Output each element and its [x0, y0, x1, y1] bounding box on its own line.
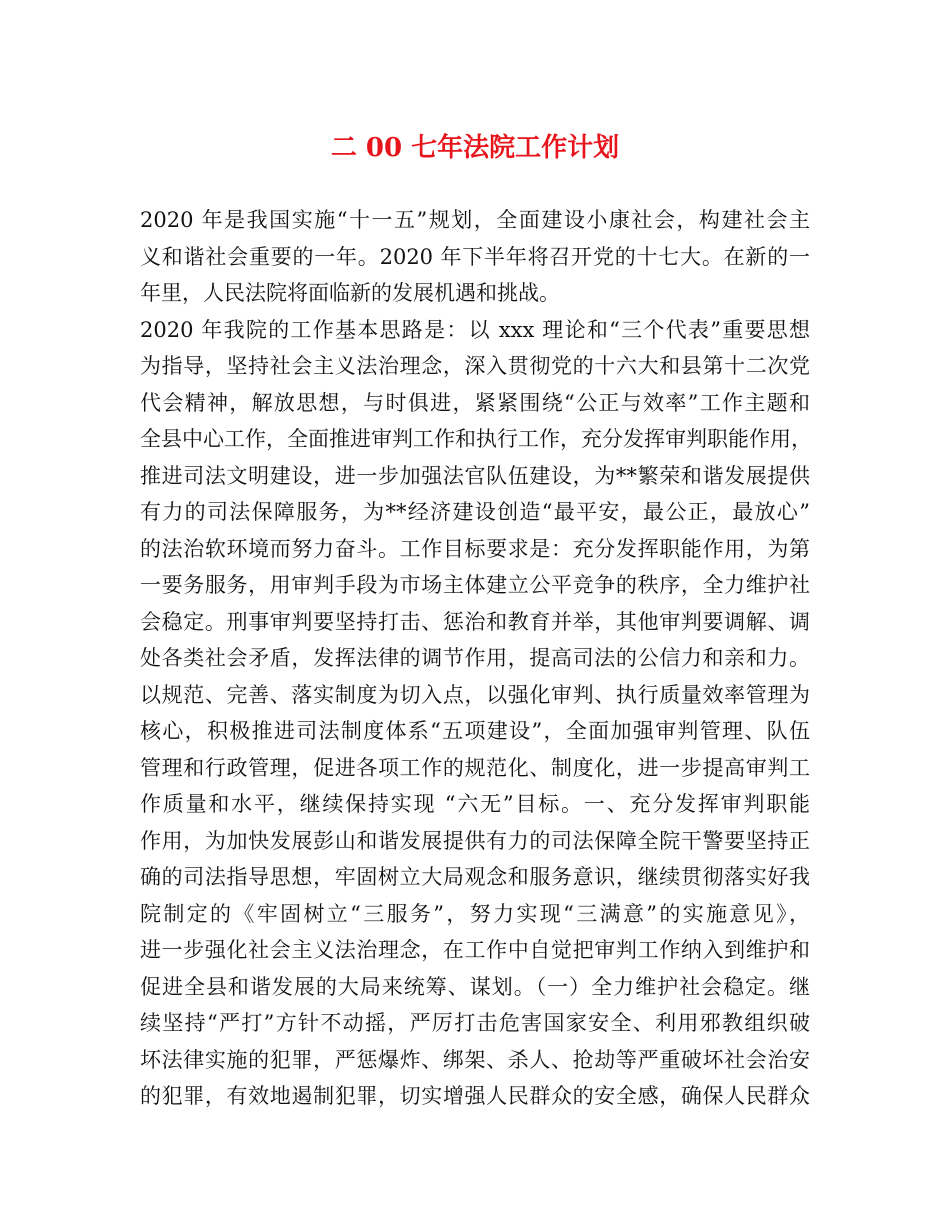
text-line: 处各类社会矛盾，发挥法律的调节作用，提高司法的公信力和亲和力。 — [140, 646, 810, 670]
text-line: 院制定的《牢固树立“三服务”，努力实现“三满意”的实施意见》， — [140, 901, 810, 926]
text-line: 一要务服务，用审判手段为市场主体建立公平竞争的秩序，全力维护社 — [140, 573, 810, 597]
text-line: 续坚持“严打”方针不动摇，严厉打击危害国家安全、利用邪教组织破 — [140, 1011, 810, 1035]
text-line: 的法治软环境而努力奋斗。工作目标要求是：充分发挥职能作用，为第 — [140, 536, 810, 561]
text-line: 核心，积极推进司法制度体系“五项建设”，全面加强审判管理、队伍 — [140, 719, 810, 743]
text-line: 促进全县和谐发展的大局来统筹、谋划。（一）全力维护社会稳定。继 — [140, 974, 810, 999]
text-line: 为指导，坚持社会主义法治理念，深入贯彻党的十六大和县第十二次党 — [140, 354, 810, 378]
text-line: 作质量和水平，继续保持实现 “六无”目标。一、充分发挥审判职能 — [140, 792, 810, 816]
text-line: 2020 年我院的工作基本思路是：以 xxx 理论和“三个代表”重要思想 — [140, 317, 810, 342]
document-body — [140, 202, 810, 1115]
text-line: 进一步强化社会主义法治理念，在工作中自觉把审判工作纳入到维护和 — [140, 938, 810, 962]
text-line: 全县中心工作，全面推进审判工作和执行工作，充分发挥审判职能作用， — [140, 427, 812, 451]
text-line: 有力的司法保障服务，为**经济建设创造“最平安，最公正，最放心” — [140, 500, 810, 524]
text-line: 以规范、完善、落实制度为切入点，以强化审判、执行质量效率管理为 — [140, 682, 810, 707]
text-line: 2020 年是我国实施“十一五”规划，全面建设小康社会，构建社会主 — [140, 208, 810, 232]
document-title: 二 00 七年法院工作计划 — [330, 133, 620, 163]
text-line: 代会精神，解放思想，与时俱进，紧紧围绕“公正与效率”工作主题和 — [140, 390, 810, 415]
text-line: 会稳定。刑事审判要坚持打击、惩治和教育并举，其他审判要调解、调 — [140, 609, 810, 634]
text-line: 年里，人民法院将面临新的发展机遇和挑战。 — [140, 281, 560, 305]
text-line: 管理和行政管理，促进各项工作的规范化、制度化，进一步提高审判工 — [140, 755, 810, 780]
text-line: 推进司法文明建设，进一步加强法官队伍建设，为**繁荣和谐发展提供 — [140, 463, 810, 488]
text-line: 确的司法指导思想，牢固树立大局观念和服务意识，继续贯彻落实好我 — [140, 865, 810, 889]
text-line: 义和谐社会重要的一年。2020 年下半年将召开党的十七大。在新的一 — [140, 244, 810, 269]
text-line: 坏法律实施的犯罪，严惩爆炸、绑架、杀人、抢劫等严重破坏社会治安 — [140, 1047, 810, 1072]
text-line: 作用，为加快发展彭山和谐发展提供有力的司法保障全院干警要坚持正 — [140, 828, 810, 853]
text-line: 的犯罪，有效地遏制犯罪，切实增强人民群众的安全感，确保人民群众 — [140, 1084, 810, 1108]
